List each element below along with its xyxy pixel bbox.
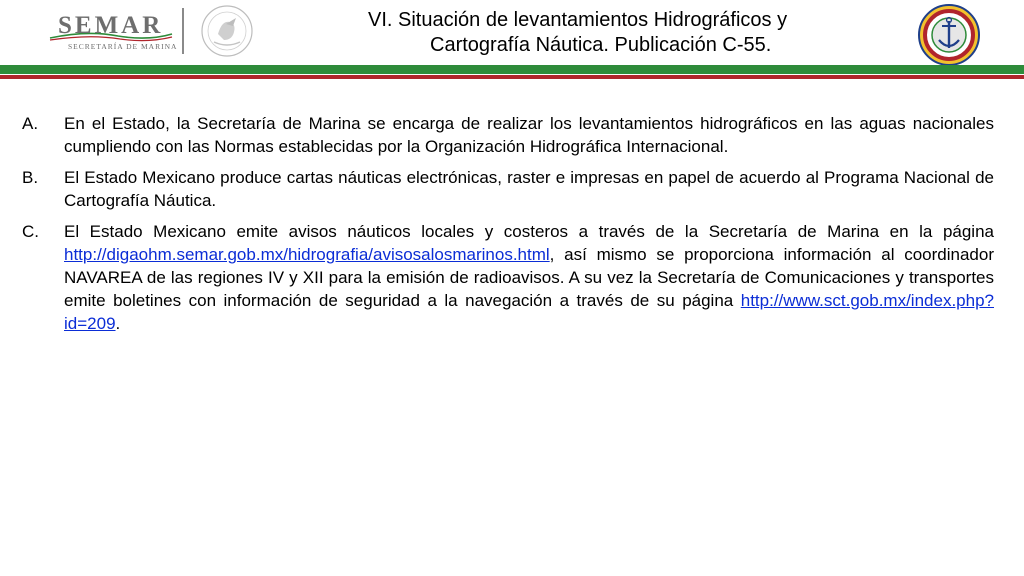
semar-logo: [48, 8, 178, 54]
green-stripe: [0, 65, 1024, 74]
red-stripe: [0, 75, 1024, 79]
slide-header: [0, 0, 1024, 68]
list-item-text: En el Estado, la Secretaría de Marina se encarga de realizar los levantamientos hidrográficos en las aguas nacionales cumpliendo con las Normas establecidas por la Organización Hidrográfica Internacional.: [64, 114, 994, 156]
slide-title-line-1: VI. Situación de levantamientos Hidrográficos y: [368, 9, 788, 31]
list-item-letter: A.: [22, 114, 39, 133]
list-item-a: [22, 112, 994, 158]
coat-of-arms-icon: [196, 4, 258, 58]
list-item-letter: B.: [22, 168, 39, 187]
list-item-letter: C.: [22, 222, 39, 241]
semar-logo-subtitle: SECRETARÍA DE MARINA: [68, 42, 178, 51]
list-item-text-part-2: , así mismo se proporciona información al coordinador NAVAREA de las regiones IV y XII para la emisión de radioavisos. A su vez la Secretaría de Comunicaciones y transportes emite boletines con información de seguridad a la navegación a través de su página: [64, 245, 994, 310]
navy-anchor-emblem-icon: [912, 2, 986, 68]
list-item-text-part-3: .: [115, 314, 121, 333]
list-item-c: [22, 220, 994, 335]
slide-body: [22, 112, 994, 343]
header-divider: [182, 8, 184, 54]
armada-de-mexico-emblem: [912, 2, 986, 68]
list-item-b: [22, 166, 994, 212]
slide-title: [368, 8, 908, 58]
sct-link[interactable]: http://www.sct.gob.mx/index.php?id=209: [64, 291, 994, 333]
list-item-text-part-1: El Estado Mexicano emite avisos náuticos locales y costeros a través de la Secretaría de Marina en la página: [64, 222, 994, 241]
mexican-coat-of-arms-seal: [196, 4, 258, 58]
semar-logo-wordmark: SEMAR: [58, 12, 164, 39]
slide-title-line-2: Cartografía Náutica. Publicación C-55.: [430, 34, 772, 56]
avisos-marinos-link[interactable]: http://digaohm.semar.gob.mx/hidrografia/avisosalosmarinos.html: [64, 245, 550, 264]
header-color-stripes: [0, 65, 1024, 79]
list-item-text: El Estado Mexicano produce cartas náuticas electrónicas, raster e impresas en papel de acuerdo al Programa Nacional de Cartografía Náutica.: [64, 168, 994, 210]
